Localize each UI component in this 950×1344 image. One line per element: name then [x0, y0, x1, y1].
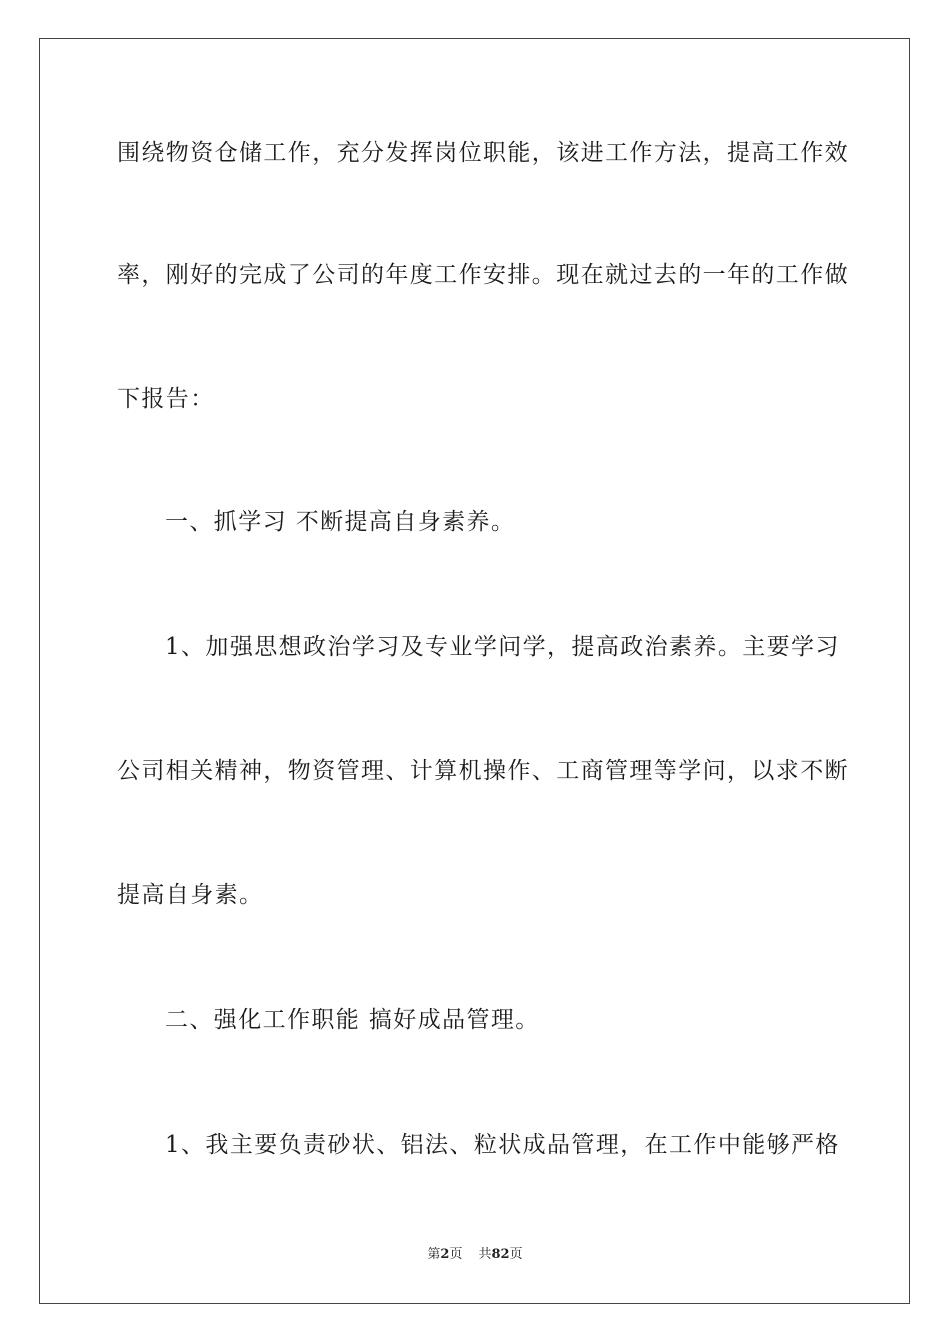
footer-total-prefix: 共 — [478, 1247, 492, 1262]
footer-page-suffix: 页 — [449, 1247, 463, 1262]
section-heading-1: 一、抓学习 不断提高自身素养。 — [165, 509, 516, 535]
body-text-line-7: 提高自身素。 — [117, 882, 264, 908]
body-text-line-5: 1、加强思想政治学习及专业学问学，提高政治素养。主要学习 — [165, 634, 840, 660]
body-text-line-9: 1、我主要负责砂状、铝法、粒状成品管理，在工作中能够严格 — [165, 1132, 840, 1158]
page-border — [39, 38, 910, 1304]
section-heading-2: 二、强化工作职能 搞好成品管理。 — [165, 1007, 540, 1033]
body-text-line-6: 公司相关精神，物资管理、计算机操作、工商管理等学问，以求不断 — [117, 758, 849, 784]
page-footer — [0, 1246, 950, 1264]
footer-total-suffix: 页 — [509, 1247, 523, 1262]
footer-total-pages: 82 — [491, 1247, 510, 1262]
body-text-line-2: 率，刚好的完成了公司的年度工作安排。现在就过去的一年的工作做 — [117, 262, 849, 288]
body-text-line-3: 下报告： — [117, 386, 215, 412]
footer-page-prefix: 第 — [427, 1247, 441, 1262]
footer-page-number: 2 — [440, 1247, 450, 1262]
body-text-line-1: 围绕物资仓储工作，充分发挥岗位职能，该进工作方法，提高工作效 — [117, 140, 849, 166]
